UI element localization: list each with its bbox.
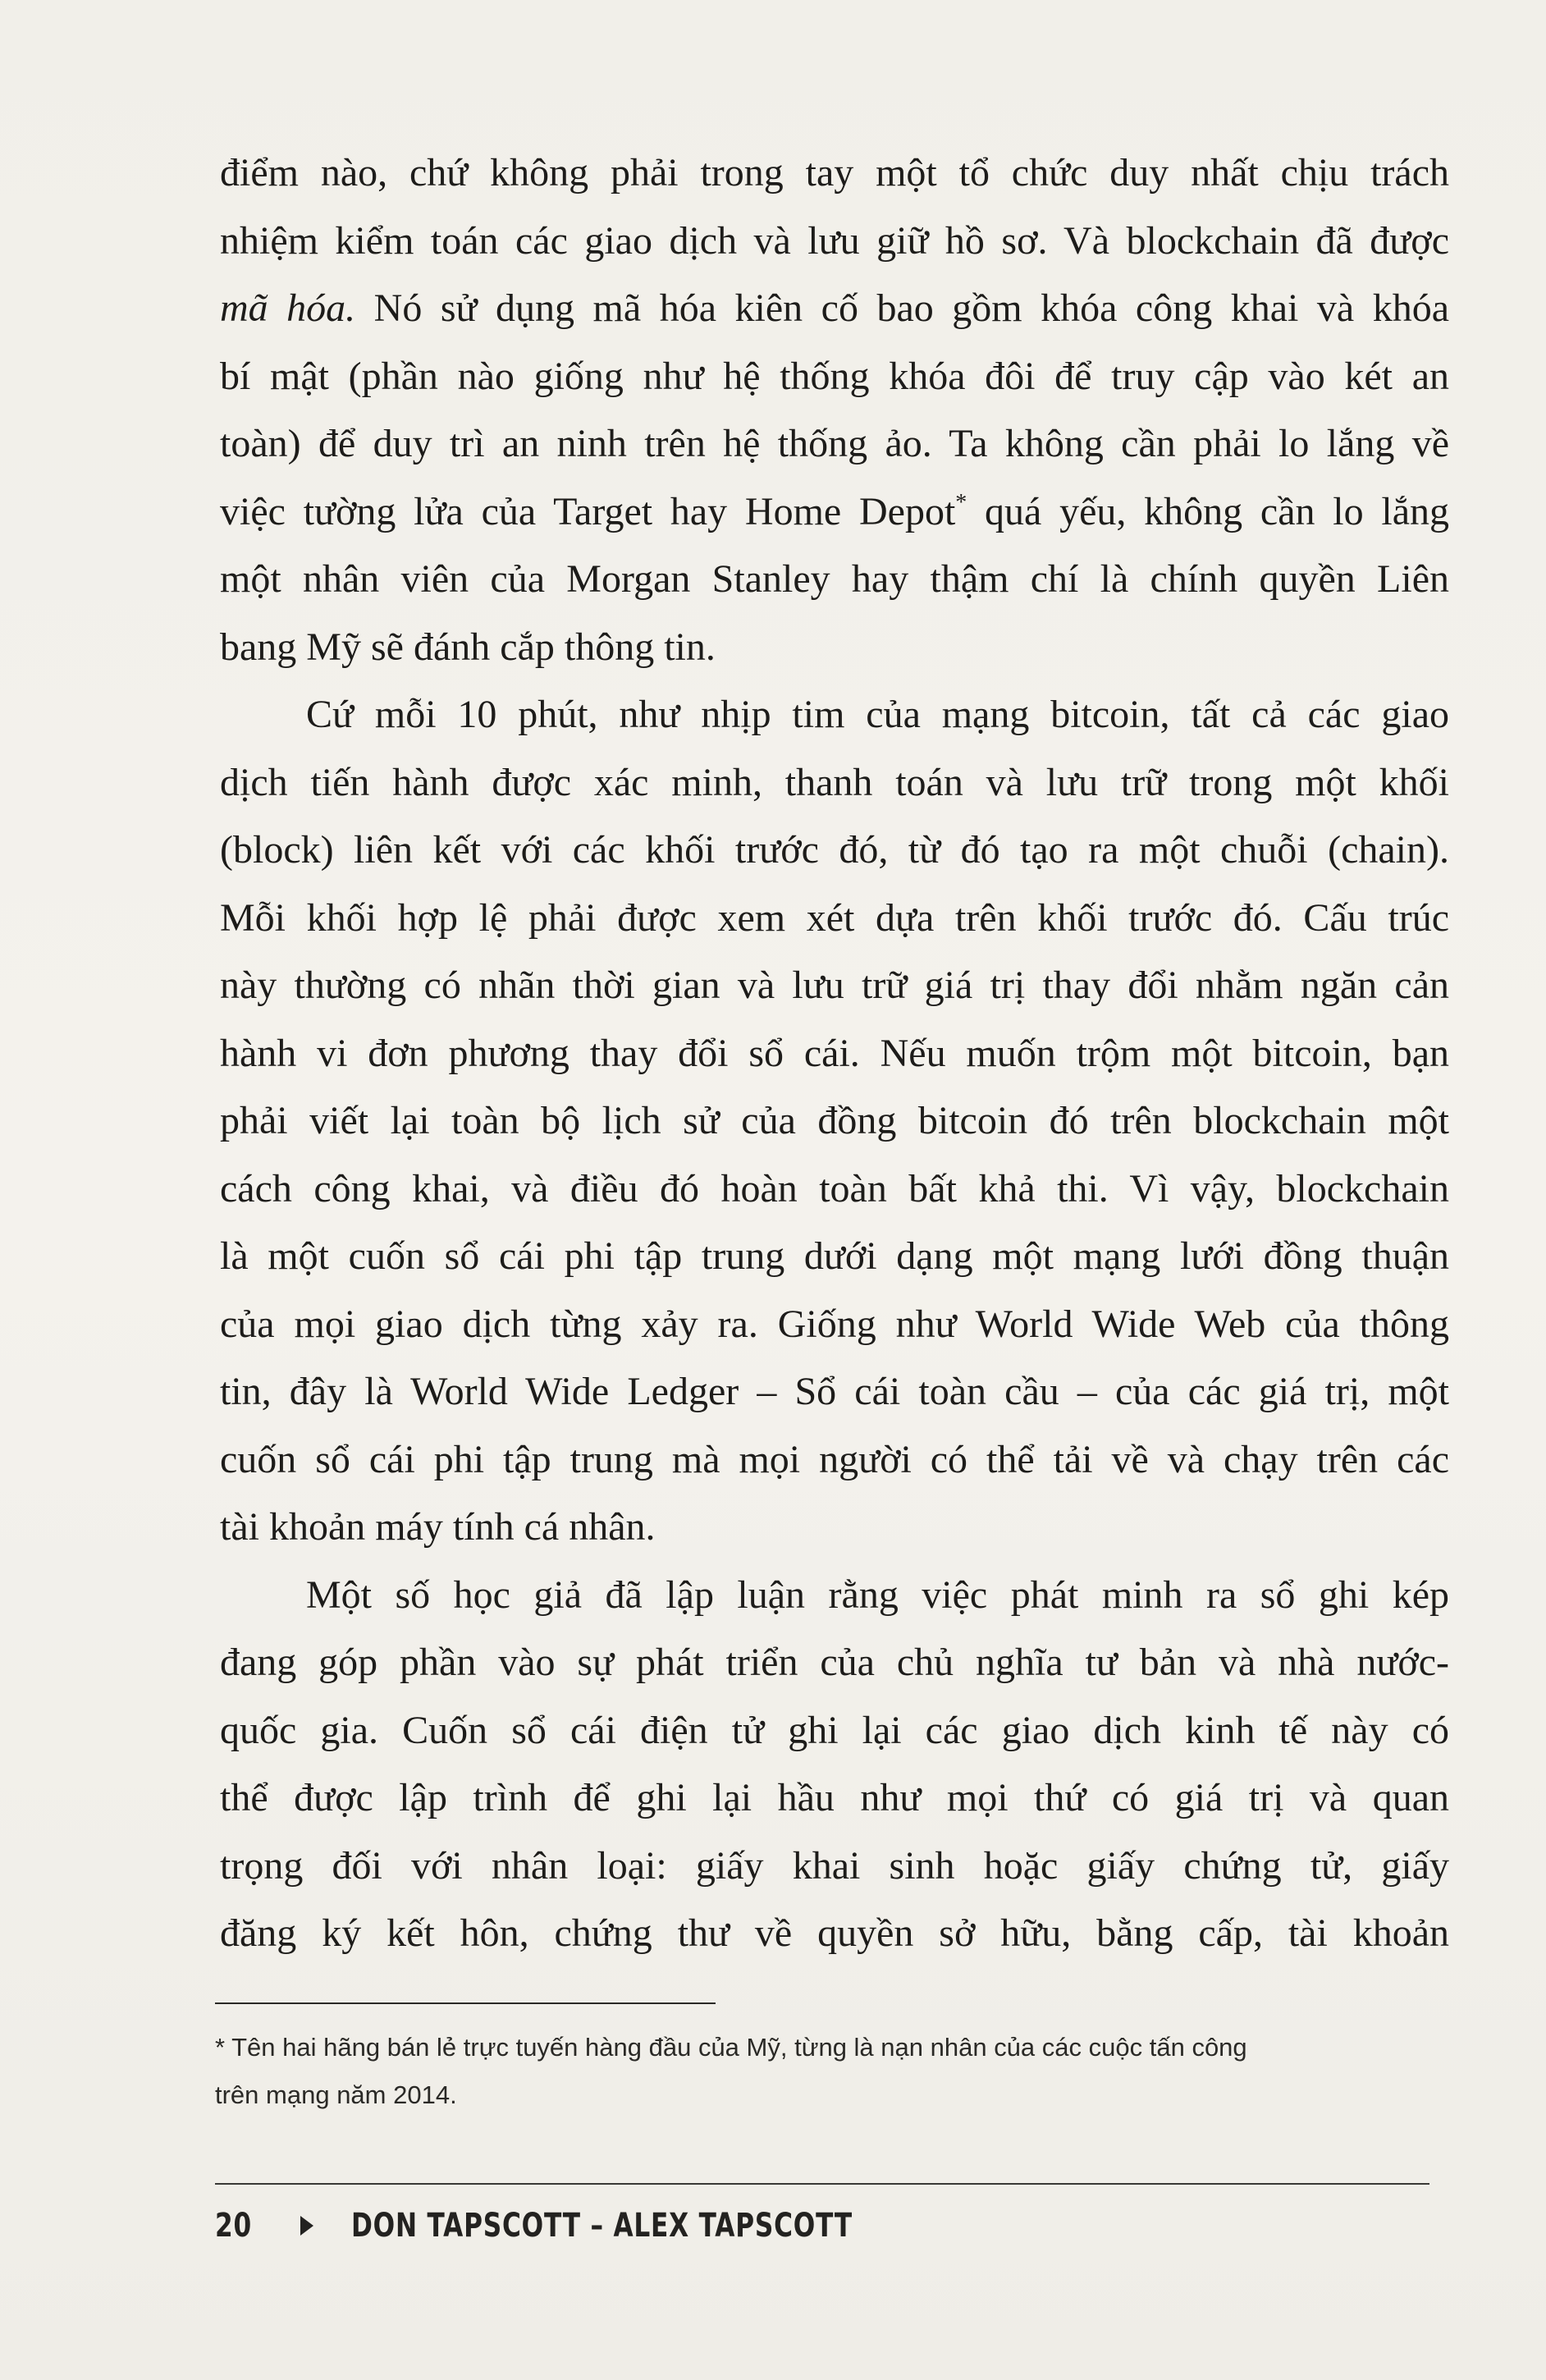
text-line: đăng ký kết hôn, chứng thư về quyền sở hữu, bằng cấp, tài khoản [220, 1911, 1449, 1955]
text-line: của mọi giao dịch từng xảy ra. Giống như World Wide Web của thông [220, 1302, 1449, 1346]
text-line: một nhân viên của Morgan Stanley hay thậm chí là chính quyền Liên [220, 557, 1449, 601]
triangle-right-icon [300, 2216, 313, 2236]
text-line: đang góp phần vào sự phát triển của chủ nghĩa tư bản và nhà nước- [220, 1641, 1449, 1684]
page-footer [215, 2201, 994, 2250]
text-line: điểm nào, chứ không phải trong tay một tổ chức duy nhất chịu trách [220, 151, 1449, 195]
text-line: tài khoản máy tính cá nhân. [220, 1505, 656, 1549]
text-line: thể được lập trình để ghi lại hầu như mọi thứ có giá trị và quan [220, 1776, 1449, 1819]
text-line: nhiệm kiểm toán các giao dịch và lưu giữ hồ sơ. Và blockchain đã được [220, 218, 1449, 263]
text-line: Một số học giả đã lập luận rằng việc phát minh ra sổ ghi kép [306, 1572, 1449, 1617]
footnote-line: trên mạng năm 2014. [215, 2080, 457, 2109]
paragraph-3 [220, 1562, 1449, 1968]
text-run: quá yếu, không cần lo lắng [967, 489, 1449, 533]
text-line: tin, đây là World Wide Ledger – Sổ cái toàn cầu – của các giá trị, một [220, 1370, 1449, 1413]
text-line: bí mật (phần nào giống như hệ thống khóa đôi để truy cập vào két an [220, 354, 1449, 398]
running-title: DON TAPSCOTT – ALEX TAPSCOTT [351, 2207, 853, 2245]
paragraph-2 [220, 681, 1449, 1562]
text-line: cuốn sổ cái phi tập trung mà mọi người có thể tải về và chạy trên các [220, 1437, 1449, 1481]
text-line: phải viết lại toàn bộ lịch sử của đồng bitcoin đó trên blockchain một [220, 1099, 1449, 1142]
footnote-marker: * [955, 489, 967, 515]
text-run: Nó sử dụng mã hóa kiên cố bao gồm khóa công khai và khóa [355, 286, 1449, 330]
text-line: quốc gia. Cuốn sổ cái điện tử ghi lại các giao dịch kinh tế này có [220, 1708, 1449, 1752]
body-text [220, 140, 1449, 1968]
text-line [220, 275, 1449, 343]
text-line: hành vi đơn phương thay đổi sổ cái. Nếu muốn trộm một bitcoin, bạn [220, 1031, 1449, 1075]
text-line: Cứ mỗi 10 phút, như nhịp tim của mạng bitcoin, tất cả các giao [306, 693, 1449, 736]
footer-divider [215, 2183, 1429, 2185]
text-line: toàn) để duy trì an ninh trên hệ thống ảo. Ta không cần phải lo lắng về [220, 422, 1449, 465]
text-line: Mỗi khối hợp lệ phải được xem xét dựa trên khối trước đó. Cấu trúc [220, 895, 1449, 940]
text-line: cách công khai, và điều đó hoàn toàn bất khả thi. Vì vậy, blockchain [220, 1166, 1449, 1211]
page-number: 20 [215, 2207, 252, 2245]
text-line: dịch tiến hành được xác minh, thanh toán và lưu trữ trong một khối [220, 760, 1449, 804]
footnote [215, 2024, 1446, 2119]
footnote-divider [215, 2002, 716, 2004]
text-line: là một cuốn sổ cái phi tập trung dưới dạng một mạng lưới đồng thuận [220, 1234, 1449, 1278]
italic-term: mã hóa. [220, 286, 356, 330]
text-line: bang Mỹ sẽ đánh cắp thông tin. [220, 625, 716, 669]
text-line: trọng đối với nhân loại: giấy khai sinh hoặc giấy chứng tử, giấy [220, 1843, 1449, 1888]
text-line: (block) liên kết với các khối trước đó, từ đó tạo ra một chuỗi (chain). [220, 828, 1449, 872]
text-run: việc tường lửa của Target hay Home Depot [220, 489, 956, 533]
footnote-line: * Tên hai hãng bán lẻ trực tuyến hàng đầu của Mỹ, từng là nạn nhân của các cuộc tấn công [215, 2033, 1247, 2062]
text-line: này thường có nhãn thời gian và lưu trữ giá trị thay đổi nhằm ngăn cản [220, 963, 1449, 1007]
paragraph-1 [220, 140, 1449, 681]
text-line [220, 478, 1449, 547]
